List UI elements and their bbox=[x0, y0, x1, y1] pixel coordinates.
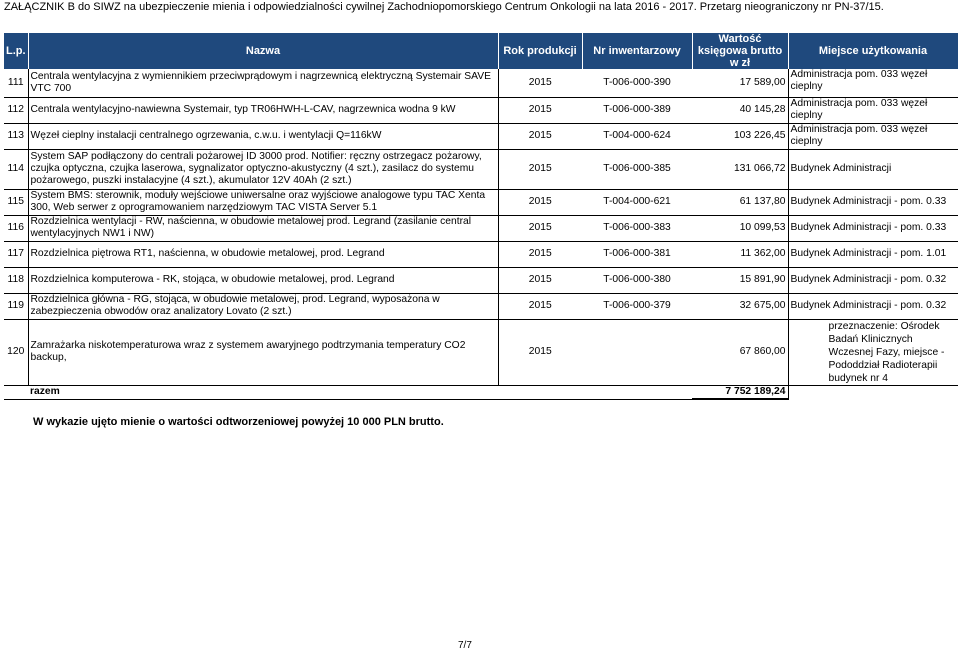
total-value: 7 752 189,24 bbox=[692, 385, 788, 399]
row-location: Administracja pom. 033 węzeł cieplny bbox=[788, 69, 958, 97]
total-spacer-year bbox=[498, 385, 582, 399]
table-row bbox=[4, 97, 958, 123]
row-year: 2015 bbox=[498, 319, 582, 385]
row-year: 2015 bbox=[498, 215, 582, 241]
row-value: 103 226,45 bbox=[692, 123, 788, 149]
row-inv: T-006-000-379 bbox=[582, 293, 692, 319]
row-value: 40 145,28 bbox=[692, 97, 788, 123]
row-year: 2015 bbox=[498, 149, 582, 189]
row-value: 15 891,90 bbox=[692, 267, 788, 293]
row-location: Budynek Administracji - pom. 0.32 bbox=[788, 267, 958, 293]
row-location: Budynek Administracji - pom. 0.33 bbox=[788, 189, 958, 215]
row-inv: T-006-000-385 bbox=[582, 149, 692, 189]
row-inv: T-006-000-389 bbox=[582, 97, 692, 123]
row-value: 61 137,80 bbox=[692, 189, 788, 215]
row-name: Centrala wentylacyjna z wymiennikiem przeciwprądowym i nagrzewnicą elektryczną Systemair SAVE VTC 700 bbox=[28, 69, 498, 97]
row-year: 2015 bbox=[498, 97, 582, 123]
table-row bbox=[4, 69, 958, 97]
table-row bbox=[4, 189, 958, 215]
row-value: 67 860,00 bbox=[692, 319, 788, 385]
row-name: Zamrażarka niskotemperaturowa wraz z systemem awaryjnego podtrzymania temperatury CO2 backup, bbox=[28, 319, 498, 385]
row-year: 2015 bbox=[498, 123, 582, 149]
row-lp: 114 bbox=[4, 149, 28, 189]
row-value: 11 362,00 bbox=[692, 241, 788, 267]
row-year: 2015 bbox=[498, 241, 582, 267]
row-location: Budynek Administracji - pom. 1.01 bbox=[788, 241, 958, 267]
row-value: 32 675,00 bbox=[692, 293, 788, 319]
row-name: Rozdzielnica piętrowa RT1, naścienna, w obudowie metalowej, prod. Legrand bbox=[28, 241, 498, 267]
col-name: Nazwa bbox=[28, 33, 498, 69]
total-lp bbox=[4, 385, 28, 399]
row-name: Rozdzielnica wentylacji - RW, naścienna, w obudowie metalowej prod. Legrand (zasilanie central wentylacyjnych NW1 i NW) bbox=[28, 215, 498, 241]
row-name: Centrala wentylacyjno-nawiewna Systemair, typ TR06HWH-L-CAV, nagrzewnica wodna 9 kW bbox=[28, 97, 498, 123]
row-location: Budynek Administracji bbox=[788, 149, 958, 189]
document-header: ZAŁĄCZNIK B do SIWZ na ubezpieczenie mienia i odpowiedzialności cywilnej Zachodniopomorskiego Centrum Onkologii na lata 2016 - 2017. Przetarg nieograniczony nr PN-37/15. bbox=[4, 1, 884, 13]
row-lp: 118 bbox=[4, 267, 28, 293]
col-year: Rok produkcji bbox=[498, 33, 582, 69]
row-value: 10 099,53 bbox=[692, 215, 788, 241]
row-name: Rozdzielnica komputerowa - RK, stojąca, w obudowie metalowej, prod. Legrand bbox=[28, 267, 498, 293]
row-location: Budynek Administracji - pom. 0.32 bbox=[788, 293, 958, 319]
total-row bbox=[4, 385, 958, 399]
row-inv: T-006-000-380 bbox=[582, 267, 692, 293]
row-inv: T-006-000-383 bbox=[582, 215, 692, 241]
total-spacer-inv bbox=[582, 385, 692, 399]
inventory-table bbox=[4, 33, 959, 400]
row-name: System BMS: sterownik, moduły wejściowe uniwersalne oraz wyjściowe analogowe typu TAC Xenta 300, Web serwer z oprogramowaniem narzędziowym TAC VISTA Server 5.1 bbox=[28, 189, 498, 215]
row-inv: T-006-000-390 bbox=[582, 69, 692, 97]
row-location: Administracja pom. 033 węzeł cieplny bbox=[788, 97, 958, 123]
row-year: 2015 bbox=[498, 293, 582, 319]
table-row bbox=[4, 123, 958, 149]
row-inv bbox=[582, 319, 692, 385]
col-location: Miejsce użytkowania bbox=[788, 33, 958, 69]
row-inv: T-006-000-381 bbox=[582, 241, 692, 267]
row-value: 131 066,72 bbox=[692, 149, 788, 189]
footnote: W wykazie ujęto mienie o wartości odtworzeniowej powyżej 10 000 PLN brutto. bbox=[33, 416, 444, 428]
row-location: Budynek Administracji - pom. 0.33 bbox=[788, 215, 958, 241]
page-number: 7/7 bbox=[458, 640, 472, 651]
row-location: Administracja pom. 033 węzeł cieplny bbox=[788, 123, 958, 149]
table-header-row bbox=[4, 33, 958, 69]
total-label: razem bbox=[28, 385, 498, 399]
row-lp: 113 bbox=[4, 123, 28, 149]
table-row bbox=[4, 241, 958, 267]
table-row bbox=[4, 267, 958, 293]
row-name: Rozdzielnica główna - RG, stojąca, w obudowie metalowej, prod. Legrand, wyposażona w zabezpieczenia obwodów oraz analizatory Lovato (2 szt.) bbox=[28, 293, 498, 319]
col-value: Wartość księgowa brutto w zł bbox=[692, 33, 788, 69]
row-inv: T-004-000-621 bbox=[582, 189, 692, 215]
row-lp: 115 bbox=[4, 189, 28, 215]
table-row bbox=[4, 319, 958, 385]
row-lp: 111 bbox=[4, 69, 28, 97]
row-year: 2015 bbox=[498, 189, 582, 215]
col-inv: Nr inwentarzowy bbox=[582, 33, 692, 69]
table-row bbox=[4, 215, 958, 241]
row-year: 2015 bbox=[498, 267, 582, 293]
row-lp: 117 bbox=[4, 241, 28, 267]
row-name: System SAP podłączony do centrali pożarowej ID 3000 prod. Notifier: ręczny ostrzegacz pożarowy, czujka optyczna, czujka laserowa, sygnalizator optyczno-akustyczny (4 szt.), zasilacz do systemu pożarowego, puszki instalacyjne (4 szt.), akumulator 12V 40Ah (2 szt.) bbox=[28, 149, 498, 189]
row-location: przeznaczenie: Ośrodek Badań Klinicznych Wczesnej Fazy, miejsce - Pododdział Radioterapii budynek nr 4 bbox=[788, 319, 958, 385]
row-name: Węzeł cieplny instalacji centralnego ogrzewania, c.w.u. i wentylacji Q=116kW bbox=[28, 123, 498, 149]
row-year: 2015 bbox=[498, 69, 582, 97]
table-row bbox=[4, 293, 958, 319]
row-lp: 120 bbox=[4, 319, 28, 385]
col-lp: L.p. bbox=[4, 33, 28, 69]
row-inv: T-004-000-624 bbox=[582, 123, 692, 149]
table-row bbox=[4, 149, 958, 189]
row-value: 17 589,00 bbox=[692, 69, 788, 97]
row-lp: 119 bbox=[4, 293, 28, 319]
row-lp: 116 bbox=[4, 215, 28, 241]
total-spacer-loc bbox=[788, 385, 958, 399]
row-lp: 112 bbox=[4, 97, 28, 123]
